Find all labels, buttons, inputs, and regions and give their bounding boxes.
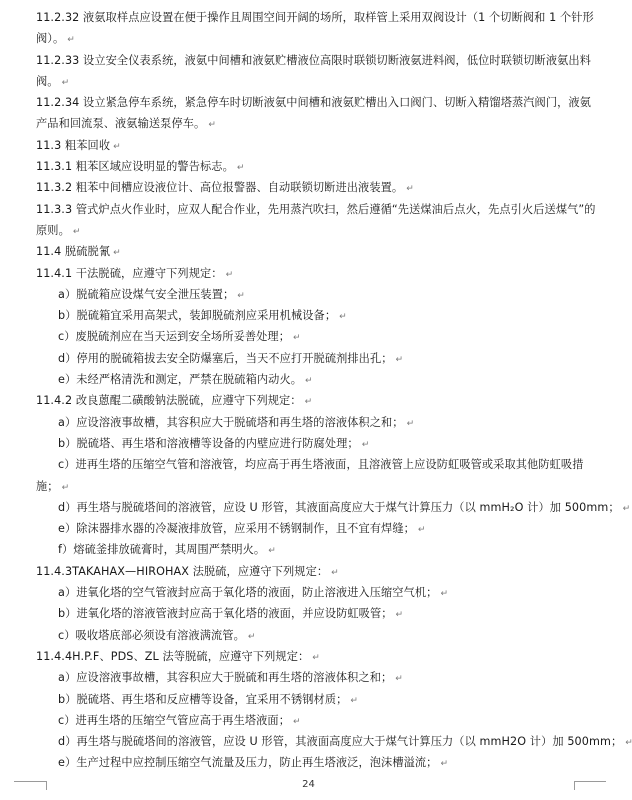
text-line	[0, 412, 596, 433]
paragraph-mark-icon: ↵	[61, 77, 69, 88]
line-text: e）生产过程中应控制压缩空气流量及压力，防止再生塔液泛，泡沫槽溢流；	[58, 756, 438, 770]
line-text: 施；	[36, 479, 59, 493]
line-text: 11.3.2 粗苯中间槽应设液位计、高位报警器、自动联锁切断进出液装置。	[36, 181, 404, 195]
text-line	[0, 50, 596, 71]
line-text: 阀）。	[36, 32, 65, 46]
line-text: 11.4.2 改良蒽醌二磺酸钠法脱硫，应遵守下列规定：	[36, 394, 302, 408]
line-text: 11.2.32 液氨取样点应设置在便于操作且周围空间开阔的场所，取样管上采用双阀设计（1 个切断阀和 1 个针形	[36, 11, 594, 24]
line-text: c）吸收塔底部必须设有溶液满流管。	[58, 628, 245, 642]
line-text: c）废脱硫剂应在当天运到安全场所妥善处理；	[58, 330, 291, 344]
line-text: 11.2.34 设立紧急停车系统，紧急停车时切断液氨中间槽和液氨贮槽出入口阀门、切断入精馏塔蒸汽阀门，液氨	[36, 96, 591, 110]
text-line	[0, 625, 596, 646]
line-text: b）脱硫塔、再生塔和溶液槽等设备的内壁应进行防腐处理；	[58, 436, 359, 450]
text-line	[0, 369, 596, 390]
paragraph-mark-icon: ↵	[440, 589, 447, 600]
paragraph-mark-icon: ↵	[67, 35, 74, 46]
line-text: 11.4.1 干法脱硫，应遵守下列规定：	[36, 266, 223, 280]
paragraph-mark-icon: ↵	[406, 418, 414, 429]
text-line	[0, 241, 596, 262]
paragraph-mark-icon: ↵	[417, 525, 425, 536]
line-text: 11.4.3TAKAHAX—HIROHAX 法脱硫，应遵守下列规定：	[36, 564, 329, 578]
line-text: 11.3.3 管式炉点火作业时，应双人配合作业，先用蒸汽吹扫，然后遵循“先送煤油后点火，先点引火后送煤气”的	[36, 202, 596, 216]
line-text: 11.3.1 粗苯区域应设明显的警告标志。	[36, 160, 234, 174]
paragraph-mark-icon: ↵	[236, 163, 244, 174]
paragraph-mark-icon: ↵	[339, 312, 346, 323]
line-text: 11.3 粗苯回收	[36, 138, 111, 152]
paragraph-mark-icon: ↵	[440, 759, 448, 770]
line-text: d）再生塔与脱硫塔间的溶液管，应设 U 形管，其液面高度应大于煤气计算压力（以 mmH2O 计）加 500mm；	[58, 735, 623, 749]
text-line	[0, 710, 596, 731]
paragraph-mark-icon: ↵	[312, 652, 319, 663]
text-line	[0, 326, 596, 347]
text-line	[0, 113, 596, 134]
paragraph-mark-icon: ↵	[406, 184, 413, 195]
text-line	[0, 476, 596, 497]
text-line	[0, 689, 596, 710]
line-text: d）再生塔与脱硫塔间的溶液管，应设 U 形管，其液面高度应大于煤气计算压力（以 mmH₂O 计）加 500mm；	[58, 500, 620, 514]
line-text: f）熔硫釜排放硫膏时，其周围严禁明火。	[58, 543, 266, 557]
line-text: 11.2.33 设立安全仪表系统，液氨中间槽和液氨贮槽液位高限时联锁切断液氨进料阀，低位时联锁切断液氨出料	[36, 53, 591, 67]
line-text: a）脱硫箱应设煤气安全泄压装置；	[58, 287, 235, 301]
text-line	[0, 348, 596, 369]
text-line	[0, 199, 596, 220]
paragraph-mark-icon: ↵	[208, 120, 215, 131]
paragraph-mark-icon: ↵	[268, 546, 275, 557]
text-line	[0, 539, 596, 560]
text-line	[0, 177, 596, 198]
text-line	[0, 497, 630, 518]
document-body	[0, 7, 632, 774]
line-text: b）脱硫箱宜采用高架式，装卸脱硫剂应采用机械设备；	[58, 309, 337, 323]
text-line	[0, 71, 596, 92]
text-line	[0, 752, 596, 773]
paragraph-mark-icon: ↵	[113, 248, 120, 259]
line-text: b）脱硫塔、再生塔和反应槽等设备，宜采用不锈钢材质；	[58, 692, 348, 706]
text-line	[0, 305, 596, 326]
paragraph-mark-icon: ↵	[61, 482, 69, 493]
text-line	[0, 156, 596, 177]
text-line	[0, 284, 596, 305]
paragraph-mark-icon: ↵	[331, 567, 338, 578]
line-text: 产品和回流泵、液氨输送泵停车。	[36, 117, 206, 131]
text-line	[0, 263, 596, 284]
line-text: a）应设溶液事故槽，其容积应大于脱硫和再生塔的溶液体积之和；	[58, 671, 393, 685]
text-line	[0, 433, 596, 454]
line-text: c）进再生塔的压缩空气管和溶液管，均应高于再生塔液面，且溶液管上应设防虹吸管或采取其他防虹吸措	[58, 458, 584, 472]
line-text: 原则。	[36, 223, 70, 237]
line-text: 11.4 脱硫脱氰	[36, 245, 111, 259]
line-text: 阀。	[36, 74, 59, 88]
line-text: b）进氧化塔的溶液管液封应高于氧化塔的液面，并应设防虹吸管；	[58, 607, 393, 621]
line-text: e）未经严格清洗和测定，严禁在脱硫箱内动火。	[58, 373, 303, 387]
text-line	[0, 390, 596, 411]
text-line	[0, 561, 596, 582]
paragraph-mark-icon: ↵	[293, 333, 300, 344]
paragraph-mark-icon: ↵	[305, 376, 312, 387]
text-line	[0, 135, 596, 156]
paragraph-mark-icon: ↵	[304, 397, 312, 408]
paragraph-mark-icon: ↵	[293, 716, 300, 727]
paragraph-mark-icon: ↵	[350, 695, 357, 706]
text-line	[0, 731, 632, 752]
paragraph-mark-icon: ↵	[225, 269, 233, 280]
line-text: c）进再生塔的压缩空气管应高于再生塔液面；	[58, 713, 291, 727]
text-line	[0, 646, 596, 667]
text-line	[0, 582, 596, 603]
paragraph-mark-icon: ↵	[113, 141, 120, 152]
text-line	[0, 603, 596, 624]
text-line	[0, 92, 596, 113]
paragraph-mark-icon: ↵	[247, 631, 255, 642]
line-text: d）停用的脱硫箱拔去安全防爆塞后，当天不应打开脱硫剂排出孔；	[58, 351, 393, 365]
paragraph-mark-icon: ↵	[72, 226, 80, 237]
text-line	[0, 28, 596, 49]
text-line	[0, 518, 596, 539]
paragraph-mark-icon: ↵	[622, 503, 630, 514]
line-text: a）应设溶液事故槽，其容积应大于脱硫塔和再生塔的溶液体积之和；	[58, 415, 404, 429]
paragraph-mark-icon: ↵	[361, 439, 369, 450]
line-text: 11.4.4H.P.F、PDS、ZL 法等脱硫，应遵守下列规定：	[36, 649, 310, 663]
text-line	[0, 667, 596, 688]
text-line	[0, 220, 596, 241]
paragraph-mark-icon: ↵	[395, 674, 402, 685]
text-line	[0, 7, 596, 28]
paragraph-mark-icon: ↵	[395, 354, 403, 365]
paragraph-mark-icon: ↵	[395, 610, 403, 621]
text-line	[0, 454, 596, 475]
line-text: e）除沫器排水器的冷凝液排放管，应采用不锈钢制作，且不宜有焊缝；	[58, 522, 415, 536]
paragraph-mark-icon: ↵	[237, 290, 244, 301]
paragraph-mark-icon: ↵	[625, 738, 632, 749]
line-text: a）进氧化塔的空气管液封应高于氧化塔的液面，防止溶液进入压缩空气机；	[58, 586, 438, 600]
page-number: 24	[302, 779, 315, 790]
